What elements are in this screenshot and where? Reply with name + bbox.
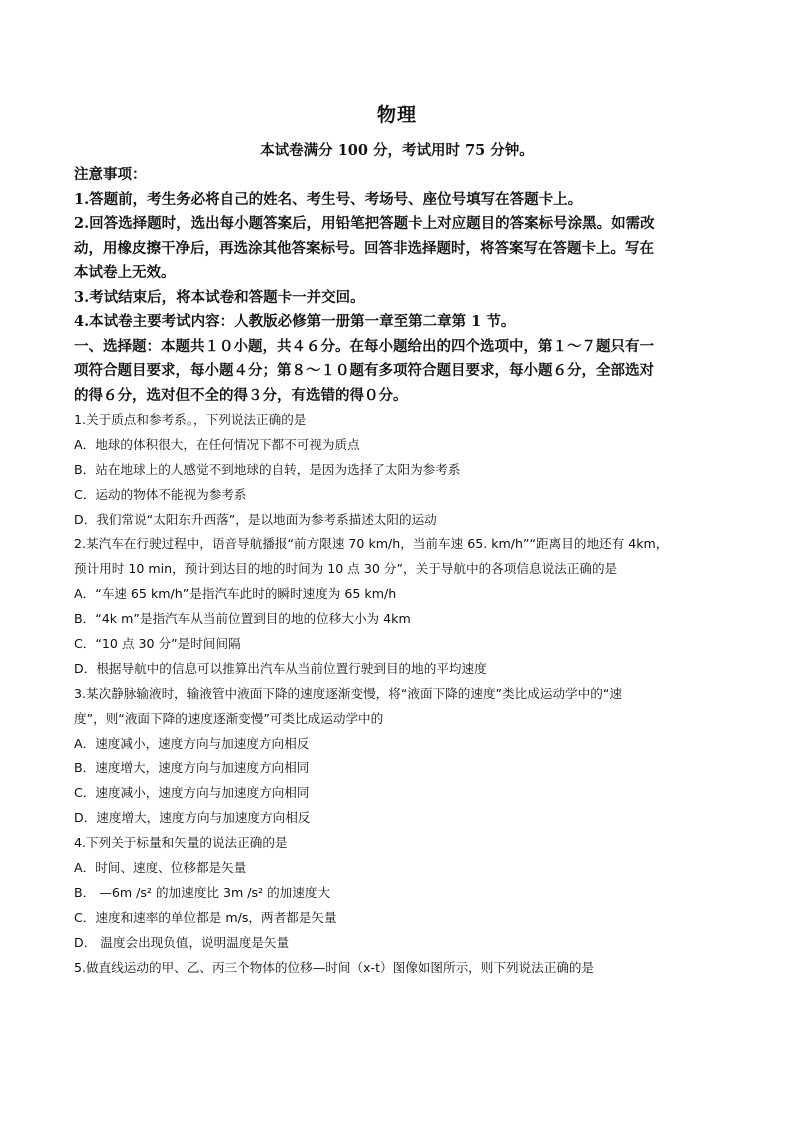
question-2-option-b: B．“4k m”是指汽车从当前位置到目的地的位移大小为 4km [74, 611, 411, 627]
question-4-option-b: B． —6m /s² 的加速度比 3m /s² 的加速度大 [74, 884, 331, 900]
question-3-option-c: C．速度减小，速度方向与加速度方向相同 [74, 785, 310, 801]
question-3-option-d: D．速度增大，速度方向与加速度方向相反 [74, 810, 311, 826]
question-4-option-a: A．时间、速度、位移都是矢量 [74, 860, 247, 876]
notice-heading: 注意事项： [74, 166, 147, 183]
question-4-option-c: C．速度和速率的单位都是 m/s，两者都是矢量 [74, 909, 337, 925]
question-3-stem-line-1: 3.某次静脉输液时，输液管中液面下降的速度逐渐变慢，将“液面下降的速度”类比成运动学中的“速 [74, 685, 622, 701]
question-2-option-d: D．根据导航中的信息可以推算出汽车从当前位置行驶到目的地的平均速度 [74, 660, 487, 676]
question-1-option-d: D．我们常说“太阳东升西落”，是以地面为参考系描述太阳的运动 [74, 511, 437, 527]
question-1-option-b: B．站在地球上的人感觉不到地球的自转，是因为选择了太阳为参考系 [74, 461, 461, 477]
section-1-instructions-line-2: 项符合题目要求，每小题４分；第８～１０题有多项符合题目要求，每小题６分，全部选对 [74, 362, 654, 379]
exam-subtitle: 本试卷满分 100 分，考试用时 75 分钟。 [260, 142, 534, 159]
notice-item-2-line-1: 2.回答选择题时，选出每小题答案后，用铅笔把答题卡上对应题目的答案标号涂黑。如需改 [74, 215, 655, 232]
question-1-stem: 1.关于质点和参考系。，下列说法正确的是 [74, 412, 307, 427]
section-1-instructions-line-1: 一、选择题：本题共１０小题，共４６分。在每小题给出的四个选项中，第１～７题只有一 [74, 337, 654, 355]
notice-item-3: 3.考试结束后，将本试卷和答题卡一并交回。 [74, 288, 365, 306]
question-5-stem: 5.做直线运动的甲、乙、丙三个物体的位移—时间（x-t）图像如图所示，则下列说法正确的是 [74, 959, 595, 975]
page-title: 物理 [376, 104, 417, 126]
notice-item-4: 4.本试卷主要考试内容：人教版必修第一册第一章至第二章第 1 节。 [74, 313, 516, 330]
notice-item-1: 1.答题前，考生务必将自己的姓名、考生号、考场号、座位号填写在答题卡上。 [74, 190, 583, 208]
question-2-stem-line-1: 2.某汽车在行驶过程中，语音导航播报“前方限速 70 km/h，当前车速 65. km/h”“距离目的地还有 4km， [74, 536, 669, 552]
question-1-option-a: A．地球的体积很大，在任何情况下都不可视为质点 [74, 436, 360, 452]
question-4-option-d: D． 温度会出现负值，说明温度是矢量 [74, 934, 290, 950]
exam-content [74, 163, 724, 980]
question-2-option-c: C．“10 点 30 分”是时间间隔 [74, 636, 241, 652]
question-3-option-b: B．速度增大，速度方向与加速度方向相同 [74, 760, 310, 776]
question-2-stem-line-2: 预计用时 10 min，预计到达目的地的时间为 10 点 30 分”，关于导航中的各项信息说法正确的是 [74, 561, 618, 577]
section-1-instructions-line-3: 的得６分，选对但不全的得３分，有选错的得０分。 [74, 386, 408, 404]
notice-item-2-line-3: 本试卷上无效。 [74, 264, 176, 281]
question-2-option-a: A．“车速 65 km/h”是指汽车此时的瞬时速度为 65 km/h [74, 586, 397, 602]
question-1-option-c: C．运动的物体不能视为参考系 [74, 486, 247, 502]
question-4-stem: 4.下列关于标量和矢量的说法正确的是 [74, 835, 288, 851]
question-3-stem-line-2: 度”，则“液面下降的速度逐渐变慢”可类比成运动学中的 [74, 710, 384, 726]
question-3-option-a: A．速度减小，速度方向与加速度方向相反 [74, 735, 310, 751]
notice-item-2-line-2: 动，用橡皮擦干净后，再选涂其他答案标号。回答非选择题时，将答案写在答题卡上。写在 [74, 239, 654, 257]
